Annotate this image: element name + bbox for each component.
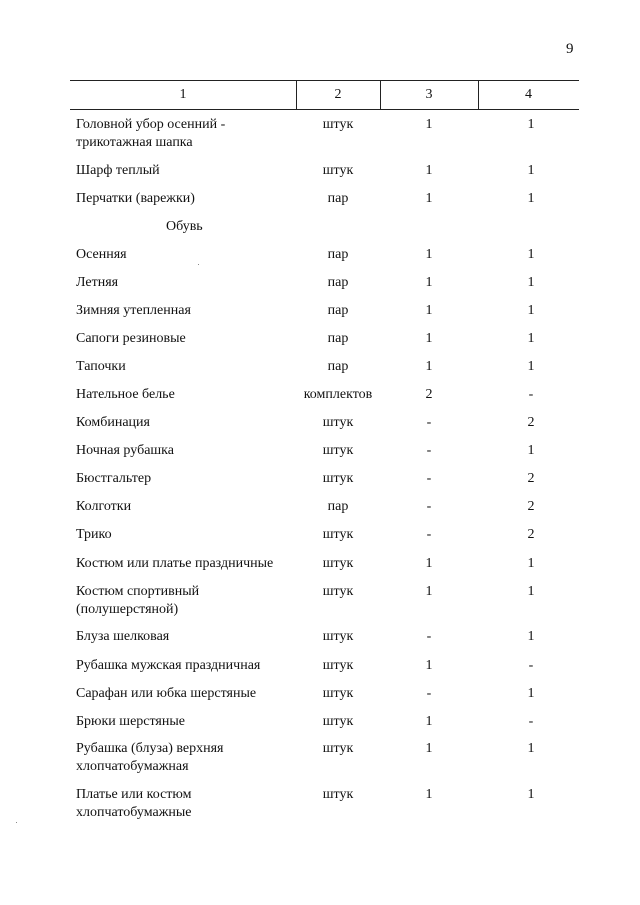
unit-cell: штук — [322, 686, 354, 701]
item-name-cell: Костюм или платье праздничные — [76, 556, 274, 571]
unit-cell: штук — [322, 584, 354, 599]
unit-cell: штук — [322, 163, 354, 178]
unit-cell: пар — [327, 275, 349, 290]
col4-cell: 1 — [527, 117, 535, 132]
col4-cell: 1 — [527, 191, 535, 206]
col4-cell: 1 — [527, 359, 535, 374]
scan-speck — [198, 264, 199, 265]
col4-cell: 1 — [527, 275, 535, 290]
unit-cell: штук — [322, 658, 354, 673]
col3-cell: 1 — [425, 556, 433, 571]
item-name-cell: Бюстгальтер — [76, 471, 152, 486]
header-col-3: 3 — [425, 87, 433, 102]
col4-cell: 1 — [527, 163, 535, 178]
item-name-cell: Перчатки (варежки) — [76, 191, 195, 206]
col4-cell: 1 — [527, 686, 535, 701]
item-name-cell: Брюки шерстяные — [76, 714, 185, 729]
item-name-cell: Блуза шелковая — [76, 629, 170, 644]
col4-cell: 1 — [527, 303, 535, 318]
unit-cell: штук — [322, 787, 354, 802]
item-name-cell: Летняя — [76, 275, 119, 290]
item-name-cell: Трико — [76, 527, 112, 542]
col4-cell: - — [528, 387, 534, 402]
header-col-1: 1 — [179, 87, 187, 102]
item-name-cell: Ночная рубашка — [76, 443, 174, 458]
unit-cell: штук — [322, 527, 354, 542]
col4-cell: - — [528, 714, 534, 729]
col3-cell: - — [426, 686, 432, 701]
header-col-4: 4 — [525, 87, 532, 102]
unit-cell: штук — [322, 741, 354, 756]
col3-cell: 1 — [425, 658, 433, 673]
col4-cell: 1 — [527, 247, 535, 262]
unit-cell: штук — [322, 443, 354, 458]
unit-cell: пар — [327, 359, 349, 374]
col3-cell: 1 — [425, 247, 433, 262]
col4-cell: 2 — [527, 527, 535, 542]
item-name-cell: Сапоги резиновые — [76, 331, 186, 346]
unit-cell: пар — [327, 303, 349, 318]
unit-cell: штук — [322, 471, 354, 486]
unit-cell: пар — [327, 499, 349, 514]
col3-cell: 1 — [425, 741, 433, 756]
item-name-cell: Нательное белье — [76, 387, 175, 402]
col3-cell: 1 — [425, 303, 433, 318]
col3-cell: - — [426, 629, 432, 644]
col4-cell: 1 — [527, 584, 535, 599]
col3-cell: - — [426, 415, 432, 430]
col3-cell: - — [426, 499, 432, 514]
col4-cell: 1 — [527, 787, 535, 802]
unit-cell: штук — [322, 629, 354, 644]
col3-cell: 1 — [425, 787, 433, 802]
unit-cell: штук — [322, 556, 354, 571]
col4-cell: - — [528, 658, 534, 673]
col4-cell: 2 — [527, 471, 535, 486]
col4-cell: 1 — [527, 629, 535, 644]
unit-cell: пар — [327, 331, 349, 346]
col3-cell: 2 — [425, 387, 433, 402]
item-name-cell: Шарф теплый — [76, 163, 160, 178]
col3-cell: 1 — [425, 191, 433, 206]
unit-cell: штук — [322, 415, 354, 430]
item-name-cell: Платье или костюм хлопчатобумажные — [76, 787, 192, 820]
item-name-cell: Тапочки — [76, 359, 126, 374]
unit-cell: штук — [322, 714, 354, 729]
page-number: 9 — [566, 41, 574, 57]
col3-cell: 1 — [425, 584, 433, 599]
col3-cell: 1 — [425, 117, 433, 132]
col4-cell: 1 — [527, 331, 535, 346]
col3-cell: 1 — [425, 359, 433, 374]
item-name-cell: Рубашка мужская праздничная — [76, 658, 261, 673]
unit-cell: комплектов — [303, 387, 373, 402]
col4-cell: 2 — [527, 499, 535, 514]
item-name-cell: Зимняя утепленная — [76, 303, 191, 318]
section-heading: Обувь — [166, 219, 203, 234]
unit-cell: пар — [327, 247, 349, 262]
scan-speck — [16, 822, 17, 823]
col3-cell: - — [426, 527, 432, 542]
clothing-norms-table — [70, 80, 579, 820]
col3-cell: 1 — [425, 331, 433, 346]
item-name-cell: Головной убор осенний - трикотажная шапка — [76, 117, 226, 150]
col4-cell: 1 — [527, 443, 535, 458]
item-name-cell: Сарафан или юбка шерстяные — [76, 686, 257, 701]
col4-cell: 1 — [527, 741, 535, 756]
header-col-2: 2 — [334, 87, 342, 102]
col4-cell: 1 — [527, 556, 535, 571]
unit-cell: пар — [327, 191, 349, 206]
item-name-cell: Колготки — [76, 499, 132, 514]
col3-cell: - — [426, 471, 432, 486]
col3-cell: 1 — [425, 163, 433, 178]
col3-cell: 1 — [425, 275, 433, 290]
item-name-cell: Осенняя — [76, 247, 127, 262]
col3-cell: - — [426, 443, 432, 458]
item-name-cell: Комбинация — [76, 415, 150, 430]
item-name-cell: Костюм спортивный (полушерстяной) — [76, 584, 200, 617]
col3-cell: 1 — [425, 714, 433, 729]
unit-cell: штук — [322, 117, 354, 132]
item-name-cell: Рубашка (блуза) верхняя хлопчатобумажная — [76, 741, 224, 774]
table-header-row — [70, 80, 579, 110]
col4-cell: 2 — [527, 415, 535, 430]
